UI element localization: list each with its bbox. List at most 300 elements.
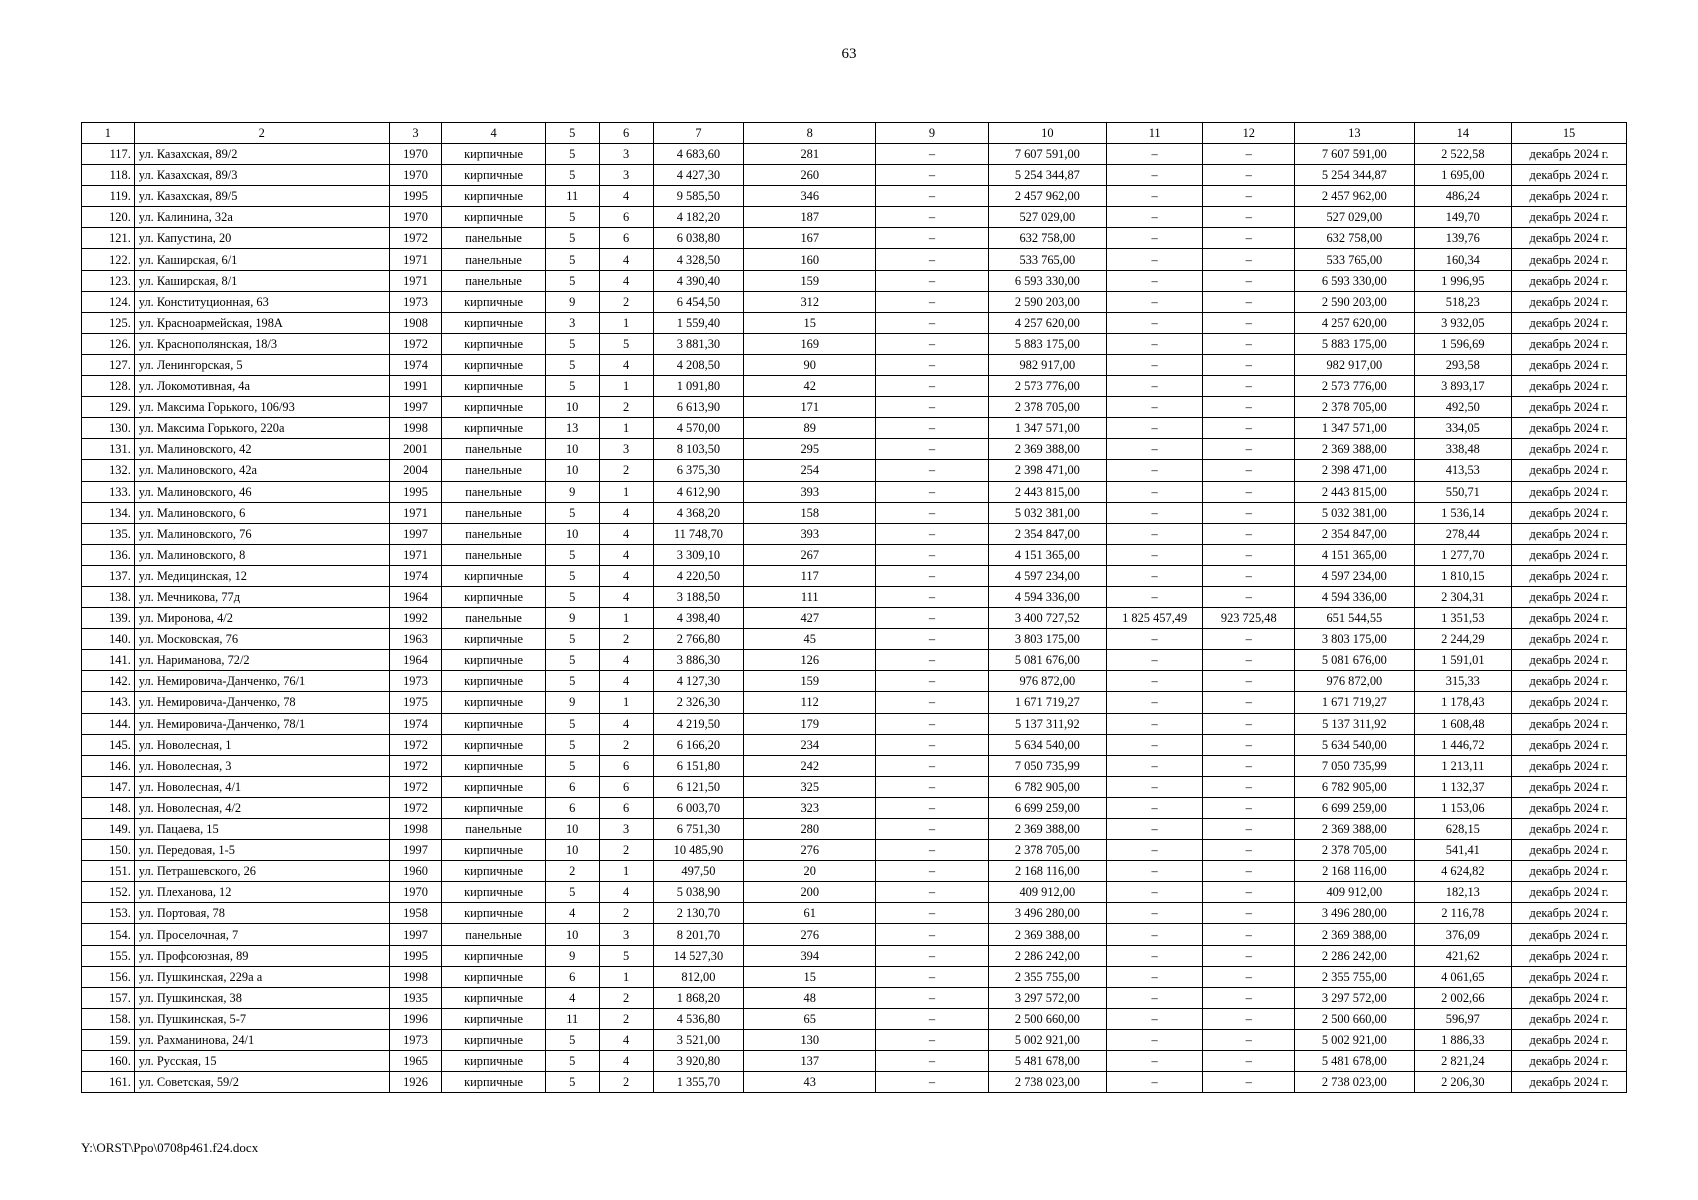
column-number-header-row (82, 123, 1627, 144)
cell-cost-12: – (1203, 376, 1295, 397)
cell-cost-11: – (1106, 987, 1202, 1008)
cell-cost-11: – (1106, 523, 1202, 544)
cell-cost-11: – (1106, 1072, 1202, 1093)
cell-deadline: декабрь 2024 г. (1512, 270, 1627, 291)
cell-floors: 10 (545, 523, 599, 544)
cell-wall-material: кирпичные (442, 1051, 545, 1072)
cell-deadline: декабрь 2024 г. (1512, 481, 1627, 502)
cell-floors: 4 (545, 987, 599, 1008)
cell-address: ул. Малиновского, 42 (134, 439, 389, 460)
cell-address: ул. Пацаева, 15 (134, 819, 389, 840)
cell-cost-11: – (1106, 397, 1202, 418)
cell-total-cost: 3 297 572,00 (988, 987, 1106, 1008)
cell-row-number: 147. (82, 776, 135, 797)
cell-cost-9: – (876, 755, 988, 776)
cell-floors: 5 (545, 249, 599, 270)
cell-cost-9: – (876, 882, 988, 903)
cell-floors: 9 (545, 945, 599, 966)
cell-cost-12: – (1203, 249, 1295, 270)
cell-floors: 5 (545, 165, 599, 186)
cell-residents: 15 (744, 966, 876, 987)
table-row (82, 650, 1627, 671)
cell-residents: 160 (744, 249, 876, 270)
cell-address: ул. Казахская, 89/3 (134, 165, 389, 186)
cell-cost-11: – (1106, 544, 1202, 565)
cell-entrances: 1 (599, 608, 653, 629)
cell-total-cost: 6 593 330,00 (988, 270, 1106, 291)
cell-year-built: 1972 (389, 333, 442, 354)
cell-cost-per-sqm: 1 446,72 (1414, 734, 1512, 755)
cell-cost-9: – (876, 207, 988, 228)
cell-residents: 295 (744, 439, 876, 460)
cell-address: ул. Немировича-Данченко, 78 (134, 692, 389, 713)
cell-residents: 179 (744, 713, 876, 734)
cell-entrances: 3 (599, 165, 653, 186)
cell-row-number: 134. (82, 502, 135, 523)
cell-cost-13: 6 782 905,00 (1295, 776, 1414, 797)
cell-row-number: 140. (82, 629, 135, 650)
cell-cost-9: – (876, 608, 988, 629)
cell-wall-material: панельные (442, 270, 545, 291)
cell-cost-13: 2 378 705,00 (1295, 840, 1414, 861)
cell-cost-11: – (1106, 966, 1202, 987)
cell-wall-material: кирпичные (442, 333, 545, 354)
cell-year-built: 2001 (389, 439, 442, 460)
cell-wall-material: кирпичные (442, 987, 545, 1008)
cell-cost-11: – (1106, 207, 1202, 228)
cell-wall-material: кирпичные (442, 291, 545, 312)
table-row (82, 1051, 1627, 1072)
cell-total-cost: 7 050 735,99 (988, 755, 1106, 776)
cell-total-cost: 2 286 242,00 (988, 945, 1106, 966)
cell-cost-per-sqm: 486,24 (1414, 186, 1512, 207)
cell-wall-material: панельные (442, 523, 545, 544)
cell-total-area: 11 748,70 (653, 523, 744, 544)
cell-total-area: 1 559,40 (653, 312, 744, 333)
cell-row-number: 130. (82, 418, 135, 439)
cell-deadline: декабрь 2024 г. (1512, 249, 1627, 270)
cell-row-number: 145. (82, 734, 135, 755)
cell-year-built: 1998 (389, 418, 442, 439)
cell-wall-material: кирпичные (442, 776, 545, 797)
cell-address: ул. Портовая, 78 (134, 903, 389, 924)
cell-cost-13: 632 758,00 (1295, 228, 1414, 249)
cell-floors: 5 (545, 565, 599, 586)
cell-cost-9: – (876, 629, 988, 650)
cell-deadline: декабрь 2024 г. (1512, 819, 1627, 840)
cell-year-built: 1997 (389, 397, 442, 418)
cell-cost-9: – (876, 354, 988, 375)
cell-total-cost: 2 738 023,00 (988, 1072, 1106, 1093)
cell-cost-9: – (876, 144, 988, 165)
cell-residents: 117 (744, 565, 876, 586)
cell-address: ул. Казахская, 89/2 (134, 144, 389, 165)
cell-cost-per-sqm: 2 304,31 (1414, 586, 1512, 607)
cell-cost-12: – (1203, 144, 1295, 165)
cell-year-built: 1972 (389, 755, 442, 776)
cell-total-cost: 2 355 755,00 (988, 966, 1106, 987)
cell-cost-9: – (876, 797, 988, 818)
cell-cost-12: – (1203, 270, 1295, 291)
cell-entrances: 4 (599, 523, 653, 544)
cell-wall-material: кирпичные (442, 713, 545, 734)
cell-deadline: декабрь 2024 г. (1512, 144, 1627, 165)
cell-cost-per-sqm: 4 061,65 (1414, 966, 1512, 987)
cell-cost-per-sqm: 3 932,05 (1414, 312, 1512, 333)
cell-cost-12: – (1203, 924, 1295, 945)
cell-cost-12: – (1203, 165, 1295, 186)
cell-entrances: 2 (599, 1072, 653, 1093)
table-row (82, 186, 1627, 207)
cell-deadline: декабрь 2024 г. (1512, 713, 1627, 734)
cell-floors: 5 (545, 734, 599, 755)
cell-total-area: 10 485,90 (653, 840, 744, 861)
cell-cost-13: 2 355 755,00 (1295, 966, 1414, 987)
cell-address: ул. Краснополянская, 18/3 (134, 333, 389, 354)
cell-cost-13: 2 354 847,00 (1295, 523, 1414, 544)
cell-cost-12: – (1203, 397, 1295, 418)
cell-entrances: 1 (599, 418, 653, 439)
cell-cost-13: 3 803 175,00 (1295, 629, 1414, 650)
cell-total-area: 3 521,00 (653, 1029, 744, 1050)
cell-total-cost: 632 758,00 (988, 228, 1106, 249)
cell-entrances: 4 (599, 249, 653, 270)
cell-entrances: 1 (599, 376, 653, 397)
cell-wall-material: панельные (442, 502, 545, 523)
cell-entrances: 2 (599, 734, 653, 755)
cell-total-cost: 2 378 705,00 (988, 840, 1106, 861)
cell-cost-13: 5 254 344,87 (1295, 165, 1414, 186)
cell-floors: 5 (545, 144, 599, 165)
cell-cost-9: – (876, 671, 988, 692)
cell-cost-12: – (1203, 629, 1295, 650)
cell-cost-11: – (1106, 797, 1202, 818)
cell-cost-per-sqm: 182,13 (1414, 882, 1512, 903)
cell-cost-11: – (1106, 924, 1202, 945)
cell-total-cost: 7 607 591,00 (988, 144, 1106, 165)
cell-cost-9: – (876, 734, 988, 755)
cell-cost-9: – (876, 861, 988, 882)
cell-cost-13: 5 081 676,00 (1295, 650, 1414, 671)
cell-cost-12: – (1203, 291, 1295, 312)
cell-cost-13: 2 398 471,00 (1295, 460, 1414, 481)
cell-cost-per-sqm: 338,48 (1414, 439, 1512, 460)
cell-deadline: декабрь 2024 г. (1512, 629, 1627, 650)
cell-cost-per-sqm: 2 244,29 (1414, 629, 1512, 650)
cell-cost-12: – (1203, 966, 1295, 987)
cell-row-number: 158. (82, 1008, 135, 1029)
cell-year-built: 1926 (389, 1072, 442, 1093)
cell-cost-13: 3 297 572,00 (1295, 987, 1414, 1008)
cell-cost-per-sqm: 1 132,37 (1414, 776, 1512, 797)
cell-address: ул. Немировича-Данченко, 78/1 (134, 713, 389, 734)
cell-residents: 325 (744, 776, 876, 797)
cell-cost-12: – (1203, 586, 1295, 607)
cell-entrances: 2 (599, 840, 653, 861)
cell-total-area: 3 188,50 (653, 586, 744, 607)
cell-entrances: 1 (599, 312, 653, 333)
cell-cost-13: 2 369 388,00 (1295, 439, 1414, 460)
cell-wall-material: кирпичные (442, 966, 545, 987)
cell-address: ул. Каширская, 8/1 (134, 270, 389, 291)
cell-cost-per-sqm: 1 886,33 (1414, 1029, 1512, 1050)
cell-year-built: 1973 (389, 1029, 442, 1050)
cell-total-area: 4 220,50 (653, 565, 744, 586)
cell-row-number: 136. (82, 544, 135, 565)
cell-row-number: 152. (82, 882, 135, 903)
cell-address: ул. Красноармейская, 198А (134, 312, 389, 333)
cell-address: ул. Конституционная, 63 (134, 291, 389, 312)
cell-residents: 346 (744, 186, 876, 207)
cell-cost-13: 5 032 381,00 (1295, 502, 1414, 523)
cell-cost-12: – (1203, 354, 1295, 375)
table-row (82, 1029, 1627, 1050)
cell-year-built: 1995 (389, 186, 442, 207)
cell-cost-12: – (1203, 903, 1295, 924)
table-row (82, 734, 1627, 755)
cell-year-built: 1972 (389, 734, 442, 755)
cell-residents: 48 (744, 987, 876, 1008)
cell-deadline: декабрь 2024 г. (1512, 565, 1627, 586)
table-row (82, 797, 1627, 818)
cell-entrances: 4 (599, 270, 653, 291)
cell-year-built: 1958 (389, 903, 442, 924)
cell-cost-13: 2 590 203,00 (1295, 291, 1414, 312)
cell-total-cost: 4 597 234,00 (988, 565, 1106, 586)
cell-cost-12: – (1203, 713, 1295, 734)
cell-cost-per-sqm: 413,53 (1414, 460, 1512, 481)
cell-floors: 3 (545, 312, 599, 333)
cell-residents: 187 (744, 207, 876, 228)
cell-cost-11: – (1106, 460, 1202, 481)
cell-deadline: декабрь 2024 г. (1512, 650, 1627, 671)
cell-cost-12: – (1203, 861, 1295, 882)
cell-cost-9: – (876, 523, 988, 544)
cell-deadline: декабрь 2024 г. (1512, 228, 1627, 249)
cell-residents: 276 (744, 840, 876, 861)
cell-year-built: 1991 (389, 376, 442, 397)
cell-total-area: 4 612,90 (653, 481, 744, 502)
cell-deadline: декабрь 2024 г. (1512, 165, 1627, 186)
cell-floors: 5 (545, 629, 599, 650)
column-header-13: 13 (1295, 123, 1414, 144)
cell-residents: 111 (744, 586, 876, 607)
table-row (82, 987, 1627, 1008)
cell-address: ул. Проселочная, 7 (134, 924, 389, 945)
cell-cost-13: 5 634 540,00 (1295, 734, 1414, 755)
cell-cost-per-sqm: 2 116,78 (1414, 903, 1512, 924)
cell-floors: 10 (545, 924, 599, 945)
cell-row-number: 138. (82, 586, 135, 607)
cell-wall-material: кирпичные (442, 671, 545, 692)
cell-total-cost: 976 872,00 (988, 671, 1106, 692)
cell-wall-material: кирпичные (442, 565, 545, 586)
cell-total-cost: 2 590 203,00 (988, 291, 1106, 312)
cell-deadline: декабрь 2024 г. (1512, 776, 1627, 797)
cell-entrances: 4 (599, 186, 653, 207)
cell-row-number: 118. (82, 165, 135, 186)
cell-residents: 393 (744, 481, 876, 502)
cell-entrances: 4 (599, 565, 653, 586)
cell-address: ул. Советская, 59/2 (134, 1072, 389, 1093)
column-header-1: 1 (82, 123, 135, 144)
cell-row-number: 123. (82, 270, 135, 291)
table-row (82, 776, 1627, 797)
cell-cost-11: – (1106, 186, 1202, 207)
cell-cost-9: – (876, 945, 988, 966)
table-row (82, 819, 1627, 840)
cell-year-built: 1972 (389, 776, 442, 797)
cell-deadline: декабрь 2024 г. (1512, 1051, 1627, 1072)
cell-total-cost: 6 699 259,00 (988, 797, 1106, 818)
cell-cost-per-sqm: 1 695,00 (1414, 165, 1512, 186)
cell-cost-per-sqm: 1 536,14 (1414, 502, 1512, 523)
cell-total-cost: 2 369 388,00 (988, 439, 1106, 460)
cell-total-area: 4 570,00 (653, 418, 744, 439)
cell-cost-13: 651 544,55 (1295, 608, 1414, 629)
cell-cost-13: 4 151 365,00 (1295, 544, 1414, 565)
cell-wall-material: кирпичные (442, 144, 545, 165)
cell-wall-material: кирпичные (442, 734, 545, 755)
cell-floors: 6 (545, 797, 599, 818)
cell-cost-12: – (1203, 840, 1295, 861)
cell-year-built: 1997 (389, 924, 442, 945)
cell-row-number: 160. (82, 1051, 135, 1072)
cell-floors: 2 (545, 861, 599, 882)
cell-wall-material: кирпичные (442, 418, 545, 439)
cell-row-number: 150. (82, 840, 135, 861)
cell-entrances: 2 (599, 987, 653, 1008)
cell-total-cost: 4 151 365,00 (988, 544, 1106, 565)
table-row (82, 945, 1627, 966)
cell-cost-11: – (1106, 333, 1202, 354)
cell-cost-12: – (1203, 481, 1295, 502)
cell-total-cost: 5 254 344,87 (988, 165, 1106, 186)
cell-cost-9: – (876, 1008, 988, 1029)
cell-residents: 65 (744, 1008, 876, 1029)
cell-wall-material: кирпичные (442, 629, 545, 650)
cell-floors: 5 (545, 1051, 599, 1072)
cell-floors: 10 (545, 460, 599, 481)
cell-residents: 45 (744, 629, 876, 650)
cell-cost-9: – (876, 565, 988, 586)
cell-cost-12: – (1203, 755, 1295, 776)
cell-wall-material: кирпичные (442, 376, 545, 397)
cell-cost-11: – (1106, 882, 1202, 903)
cell-floors: 11 (545, 1008, 599, 1029)
cell-cost-11: – (1106, 734, 1202, 755)
cell-cost-9: – (876, 228, 988, 249)
table-row (82, 165, 1627, 186)
cell-cost-9: – (876, 776, 988, 797)
cell-cost-11: – (1106, 776, 1202, 797)
cell-year-built: 1975 (389, 692, 442, 713)
cell-address: ул. Русская, 15 (134, 1051, 389, 1072)
cell-cost-per-sqm: 541,41 (1414, 840, 1512, 861)
cell-cost-9: – (876, 249, 988, 270)
cell-cost-11: – (1106, 144, 1202, 165)
cell-cost-12: – (1203, 523, 1295, 544)
cell-deadline: декабрь 2024 г. (1512, 333, 1627, 354)
cell-row-number: 131. (82, 439, 135, 460)
cell-address: ул. Миронова, 4/2 (134, 608, 389, 629)
cell-total-cost: 2 378 705,00 (988, 397, 1106, 418)
cell-total-area: 4 182,20 (653, 207, 744, 228)
cell-entrances: 4 (599, 650, 653, 671)
cell-cost-13: 2 378 705,00 (1295, 397, 1414, 418)
cell-floors: 5 (545, 270, 599, 291)
cell-residents: 280 (744, 819, 876, 840)
cell-cost-12: – (1203, 1072, 1295, 1093)
cell-entrances: 2 (599, 397, 653, 418)
cell-floors: 5 (545, 1072, 599, 1093)
cell-cost-11: – (1106, 418, 1202, 439)
cell-row-number: 133. (82, 481, 135, 502)
cell-deadline: декабрь 2024 г. (1512, 861, 1627, 882)
cell-year-built: 1971 (389, 502, 442, 523)
cell-total-cost: 2 573 776,00 (988, 376, 1106, 397)
cell-year-built: 1998 (389, 966, 442, 987)
cell-cost-13: 5 002 921,00 (1295, 1029, 1414, 1050)
cell-total-area: 3 886,30 (653, 650, 744, 671)
cell-residents: 89 (744, 418, 876, 439)
table-row (82, 608, 1627, 629)
cell-row-number: 141. (82, 650, 135, 671)
cell-cost-11: – (1106, 1051, 1202, 1072)
cell-address: ул. Мечникова, 77д (134, 586, 389, 607)
cell-cost-9: – (876, 987, 988, 1008)
column-header-8: 8 (744, 123, 876, 144)
cell-deadline: декабрь 2024 г. (1512, 354, 1627, 375)
cell-address: ул. Пушкинская, 38 (134, 987, 389, 1008)
cell-cost-11: – (1106, 629, 1202, 650)
cell-total-area: 8 201,70 (653, 924, 744, 945)
cell-address: ул. Новолесная, 4/2 (134, 797, 389, 818)
cell-residents: 200 (744, 882, 876, 903)
cell-residents: 112 (744, 692, 876, 713)
cell-address: ул. Немировича-Данченко, 76/1 (134, 671, 389, 692)
cell-cost-per-sqm: 421,62 (1414, 945, 1512, 966)
cell-cost-13: 5 883 175,00 (1295, 333, 1414, 354)
cell-year-built: 1908 (389, 312, 442, 333)
table-row (82, 249, 1627, 270)
cell-row-number: 153. (82, 903, 135, 924)
cell-cost-11: – (1106, 312, 1202, 333)
cell-cost-9: – (876, 650, 988, 671)
cell-residents: 169 (744, 333, 876, 354)
cell-cost-per-sqm: 1 351,53 (1414, 608, 1512, 629)
cell-total-cost: 2 500 660,00 (988, 1008, 1106, 1029)
cell-entrances: 4 (599, 713, 653, 734)
cell-address: ул. Локомотивная, 4а (134, 376, 389, 397)
cell-entrances: 2 (599, 291, 653, 312)
cell-address: ул. Малиновского, 6 (134, 502, 389, 523)
cell-cost-13: 2 168 116,00 (1295, 861, 1414, 882)
cell-entrances: 6 (599, 207, 653, 228)
cell-entrances: 1 (599, 966, 653, 987)
table-row (82, 270, 1627, 291)
cell-address: ул. Рахманинова, 24/1 (134, 1029, 389, 1050)
cell-entrances: 5 (599, 333, 653, 354)
cell-cost-13: 5 137 311,92 (1295, 713, 1414, 734)
table-row (82, 397, 1627, 418)
cell-row-number: 137. (82, 565, 135, 586)
cell-deadline: декабрь 2024 г. (1512, 1029, 1627, 1050)
table-row (82, 692, 1627, 713)
cell-total-cost: 409 912,00 (988, 882, 1106, 903)
cell-wall-material: кирпичные (442, 755, 545, 776)
cell-entrances: 4 (599, 882, 653, 903)
